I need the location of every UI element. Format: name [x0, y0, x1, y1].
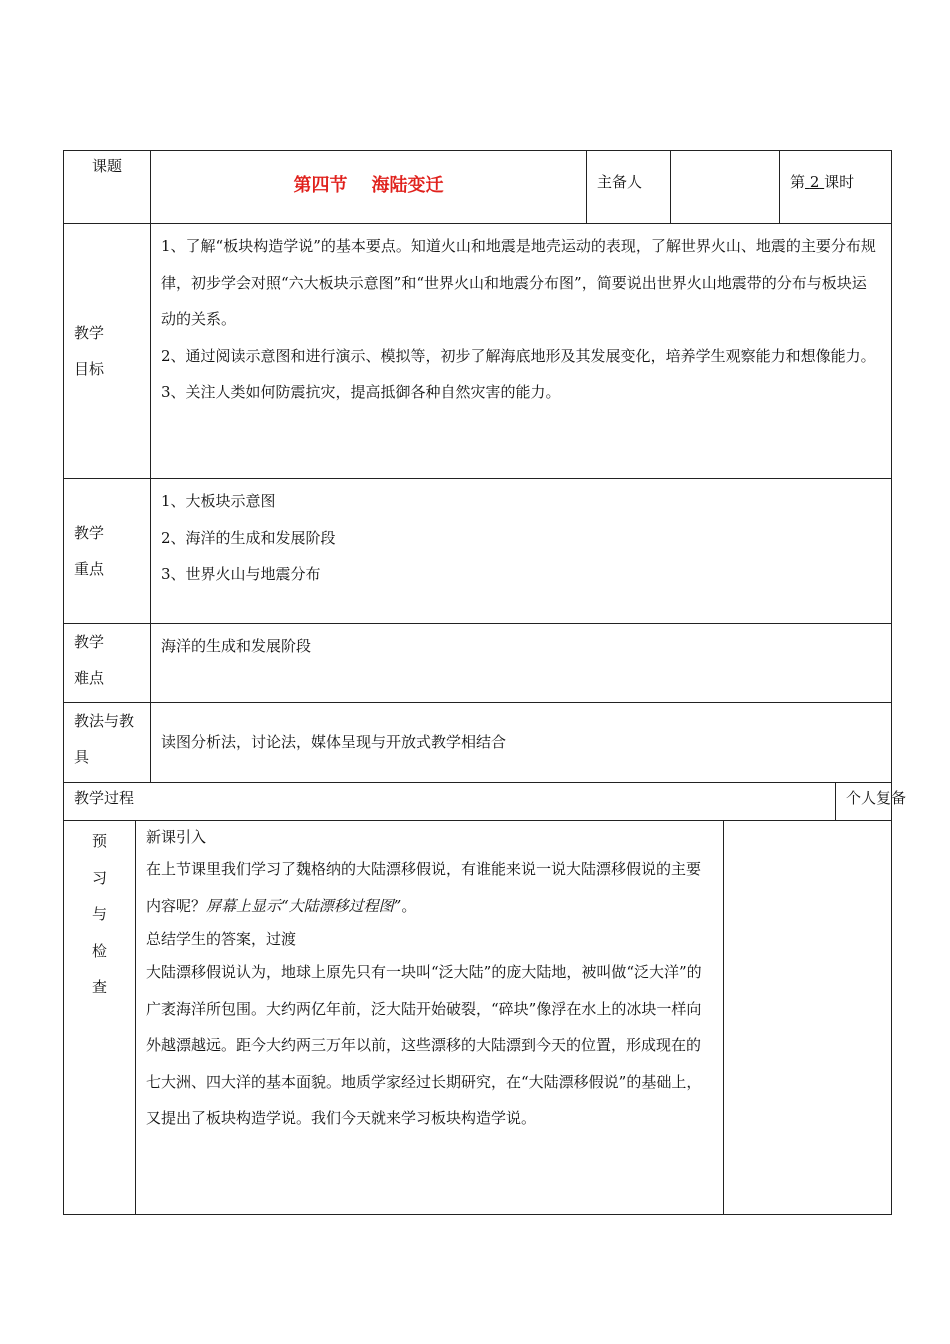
key-point-item: 3、世界火山与地震分布: [161, 565, 321, 583]
objective-item: 2、通过阅读示意图和进行演示、模拟等，初步了解海底地形及其发展变化，培养学生观察能力和想像能力。: [161, 346, 876, 365]
personal-notes-cell: [724, 821, 892, 1214]
objective-item: 1、了解“板块构造学说”的基本要点。知道火山和地震是地壳运动的表现，了解世界火山、地震的主要分布规律，初步学会对照“六大板块示意图”和“世界火山和地震分布图”，简要说出世界火山地震带的分布与板块运动的关系。: [161, 237, 876, 328]
objective-item: 3、关注人类如何防震抗灾，提高抵御各种自然灾害的能力。: [161, 383, 561, 401]
period-prefix: 第: [790, 173, 806, 191]
methods-label: 教法与教 具: [64, 703, 151, 783]
period-cell: [780, 151, 892, 224]
objectives-label: 教学 目标: [64, 224, 151, 479]
process-table: [63, 821, 892, 1215]
process-content: [136, 821, 724, 1214]
lesson-title: [151, 151, 587, 224]
lesson-plan-table: [63, 150, 907, 821]
period-number: 2: [809, 173, 820, 191]
key-point-item: 2、海洋的生成和发展阶段: [161, 528, 336, 547]
personal-label: 个人复备: [836, 783, 892, 821]
topic-label: 课题: [64, 151, 151, 224]
header-row: [64, 151, 892, 224]
intro-heading: 新课引入: [146, 828, 207, 846]
key-points-content: [151, 479, 892, 624]
title-section: 第四节: [293, 175, 348, 196]
process-header-row: [64, 783, 892, 821]
drift-paragraph: 大陆漂移假说认为，地球上原先只有一块叫“泛大陆”的庞大陆地，被叫做“泛大洋”的广袤海洋所包围。大约两亿年前，泛大陆开始破裂，“碎块”像浮在水上的冰块一样向外越漂越远。距今大约两三万年以前，这些漂移的大陆漂到今天的位置，形成现在的七大洲、四大洋的基本面貌。地质学家经过长期研究，在“大陆漂移假说”的基础上，又提出了板块构造学说。我们今天就来学习板块构造学说。: [146, 963, 702, 1127]
lesson-plan-sheet: [63, 150, 907, 1215]
process-body-row: [64, 821, 892, 1214]
period-suffix: 课时: [824, 173, 855, 191]
difficulty-label: 教学 难点: [64, 624, 151, 703]
preparer-value: [671, 151, 780, 224]
key-point-item: 1、大板块示意图: [161, 492, 276, 510]
screen-note: 屏幕上显示“大陆漂移过程图”: [206, 896, 402, 915]
stage-label: 预 习 与 检 查: [64, 821, 136, 1214]
methods-content: 读图分析法，讨论法，媒体呈现与开放式教学相结合: [151, 703, 892, 783]
objectives-row: [64, 224, 892, 479]
key-points-label: 教学 重点: [64, 479, 151, 624]
difficulty-row: [64, 624, 892, 703]
difficulty-content: 海洋的生成和发展阶段: [151, 624, 892, 703]
methods-row: [64, 703, 892, 783]
title-name: 海陆变迁: [371, 175, 444, 196]
intro-paragraph: 在上节课里我们学习了魏格纳的大陆漂移假说，有谁能来说一说大陆漂移假说的主要内容呢？屏幕上显示“大陆漂移过程图”。: [146, 860, 702, 915]
preparer-label: 主备人: [587, 151, 671, 224]
process-label: 教学过程: [64, 783, 836, 821]
summary-line: 总结学生的答案，过渡: [146, 930, 297, 948]
key-points-row: [64, 479, 892, 624]
objectives-content: [151, 224, 892, 479]
